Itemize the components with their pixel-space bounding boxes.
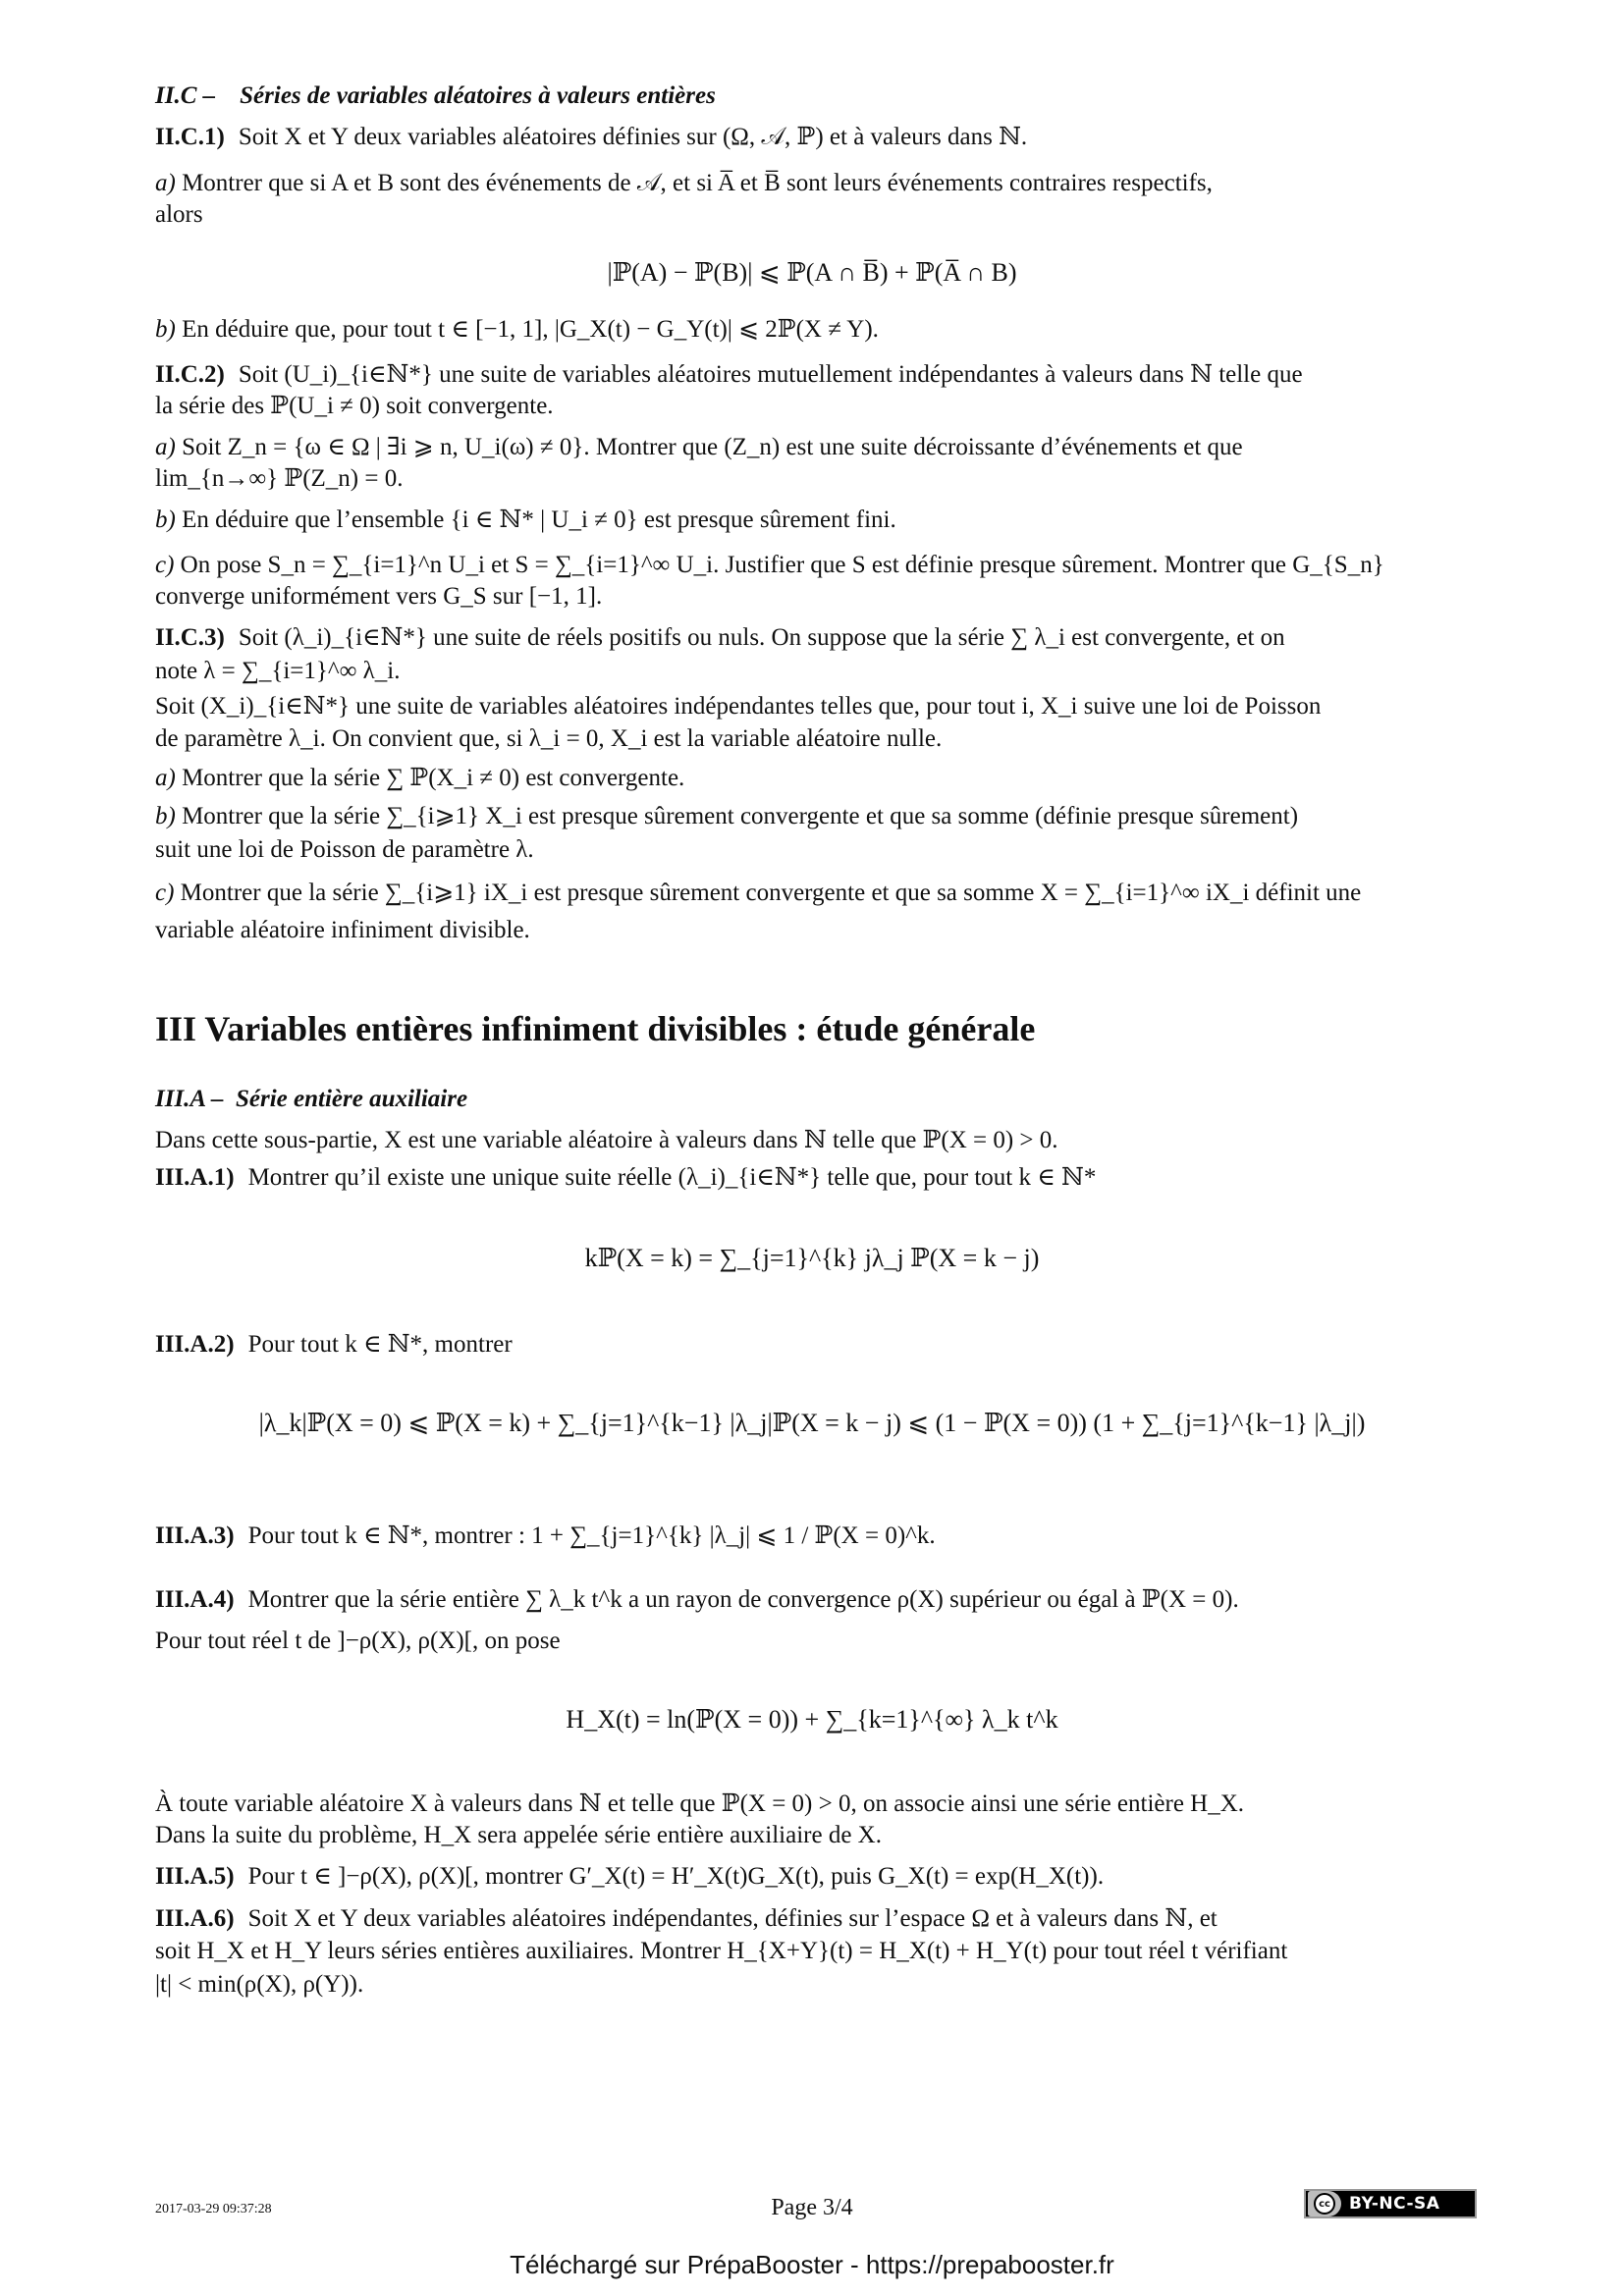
question-label: III.A.4)	[155, 1586, 235, 1613]
question-text: Montrer que la série entière ∑ λ_k t^k a un rayon de convergence ρ(X) supérieur ou égal à ℙ(X = 0).	[247, 1586, 1239, 1613]
question-label: II.C.3)	[155, 624, 225, 651]
question-label: III.A.5)	[155, 1863, 235, 1890]
paragraph: Dans la suite du problème, H_X sera appelée série entière auxiliaire de X.	[155, 1822, 882, 1848]
page-number: Page 3/4	[771, 2195, 853, 2220]
part-label: a)	[155, 765, 176, 791]
question-IIIA2	[155, 1329, 1481, 1361]
part-label: b)	[155, 507, 176, 533]
question-label: III.A.3)	[155, 1522, 235, 1549]
question-text-continued: soit H_X et H_Y leurs séries entières auxiliaires. Montrer H_{X+Y}(t) = H_X(t) + H_Y(t) pour tout réel t vérifiant	[155, 1938, 1288, 1964]
question-text: Soit (U_i)_{i∈ℕ*} une suite de variables aléatoires mutuellement indépendantes à valeurs dans ℕ telle que	[238, 361, 1303, 388]
subsection-heading-IIC	[155, 80, 716, 112]
paragraph: À toute variable aléatoire X à valeurs dans ℕ et telle que ℙ(X = 0) > 0, on associe ainsi une série entière H_X.	[155, 1790, 1245, 1817]
display-formula: H_X(t) = ln(ℙ(X = 0)) + ∑_{k=1}^{∞} λ_k t^k	[566, 1705, 1058, 1734]
question-text-continued: de paramètre λ_i. On convient que, si λ_i = 0, X_i est la variable aléatoire nulle.	[155, 725, 943, 752]
part-c	[155, 550, 1481, 581]
part-text-continued: converge uniformément vers G_S sur [−1, 1].	[155, 583, 603, 610]
question-text-continued: Pour tout réel t de ]−ρ(X), ρ(X)[, on pose	[155, 1628, 561, 1654]
part-label: c)	[155, 552, 175, 578]
part-b	[155, 505, 1481, 536]
question-IIIA4	[155, 1584, 1481, 1616]
question-IIC1	[155, 122, 1481, 153]
question-label: II.C.1)	[155, 124, 225, 150]
cc-icon-wrapper	[1308, 2191, 1341, 2216]
part-b	[155, 314, 1481, 346]
question-text-continued: |t| < min(ρ(X), ρ(Y)).	[155, 1971, 364, 1998]
question-IIIA1	[155, 1162, 1481, 1194]
question-text-continued: Soit (X_i)_{i∈ℕ*} une suite de variables aléatoires indépendantes telles que, pour tout i, X_i suive une loi de Poisson	[155, 693, 1322, 720]
part-label: b)	[155, 316, 176, 343]
download-notice[interactable]: Téléchargé sur PrépaBooster - https://prepabooster.fr	[510, 2250, 1114, 2279]
part-text: En déduire que l’ensemble {i ∈ ℕ* | U_i ≠ 0} est presque sûrement fini.	[182, 507, 896, 533]
question-IIIA3	[155, 1521, 1481, 1552]
question-IIC2	[155, 359, 1481, 391]
question-IIIA5	[155, 1861, 1481, 1893]
part-text: Montrer que la série ∑ ℙ(X_i ≠ 0) est convergente.	[182, 765, 685, 791]
part-label: a)	[155, 434, 176, 460]
question-text: Soit (λ_i)_{i∈ℕ*} une suite de réels positifs ou nuls. On suppose que la série ∑ λ_i est convergente, et on	[238, 624, 1285, 651]
question-text: Soit X et Y deux variables aléatoires définies sur (Ω, 𝒜, ℙ) et à valeurs dans ℕ.	[238, 124, 1028, 150]
question-label: II.C.2)	[155, 361, 225, 388]
part-a	[155, 168, 1481, 199]
question-IIC3	[155, 622, 1481, 654]
subsection-title: Séries de variables aléatoires à valeurs entières	[240, 82, 716, 109]
question-label: III.A.6)	[155, 1905, 235, 1932]
part-text-continued: suit une loi de Poisson de paramètre λ.	[155, 836, 534, 863]
part-text: Soit Z_n = {ω ∈ Ω | ∃i ⩾ n, U_i(ω) ≠ 0}. Montrer que (Z_n) est une suite décroissante d’événements et que	[182, 434, 1243, 460]
question-label: III.A.1)	[155, 1164, 235, 1191]
part-text: Montrer que la série ∑_{i⩾1} iX_i est presque sûrement convergente et que sa somme X = ∑_{i=1}^∞ iX_i définit une	[180, 880, 1362, 906]
cc-icon: cc	[1314, 2193, 1335, 2215]
part-label: b)	[155, 803, 176, 829]
question-text-continued: note λ = ∑_{i=1}^∞ λ_i.	[155, 658, 401, 684]
question-text: Montrer qu’il existe une unique suite réelle (λ_i)_{i∈ℕ*} telle que, pour tout k ∈ ℕ*	[247, 1164, 1097, 1191]
license-badge[interactable]	[1304, 2189, 1477, 2218]
display-formula: |ℙ(A) − ℙ(B)| ⩽ ℙ(A ∩ B̅) + ℙ(A̅ ∩ B)	[607, 258, 1017, 287]
part-text: Montrer que la série ∑_{i⩾1} X_i est presque sûrement convergente et que sa somme (définie presque sûrement)	[182, 803, 1299, 829]
license-text: BY-NC-SA	[1349, 2194, 1440, 2214]
subsection-heading-IIIA	[155, 1084, 467, 1115]
question-text: Pour tout k ∈ ℕ*, montrer	[247, 1331, 513, 1358]
subsection-intro: Dans cette sous-partie, X est une variable aléatoire à valeurs dans ℕ telle que ℙ(X = 0) > 0.	[155, 1127, 1058, 1153]
part-a	[155, 432, 1481, 463]
question-text-continued: la série des ℙ(U_i ≠ 0) soit convergente.	[155, 393, 554, 419]
part-label: a)	[155, 170, 176, 196]
question-text: Soit X et Y deux variables aléatoires indépendantes, définies sur l’espace Ω et à valeurs dans ℕ, et	[247, 1905, 1218, 1932]
part-text: En déduire que, pour tout t ∈ [−1, 1], |G_X(t) − G_Y(t)| ⩽ 2ℙ(X ≠ Y).	[182, 316, 879, 343]
question-IIIA6	[155, 1903, 1481, 1935]
part-text: On pose S_n = ∑_{i=1}^n U_i et S = ∑_{i=1}^∞ U_i. Justifier que S est définie presque sûrement. Montrer que G_{S_n}	[180, 552, 1384, 578]
display-formula: |λ_k|ℙ(X = 0) ⩽ ℙ(X = k) + ∑_{j=1}^{k−1} |λ_j|ℙ(X = k − j) ⩽ (1 − ℙ(X = 0)) (1 + ∑_{j=1}^{k−1} |λ_j|)	[258, 1409, 1366, 1437]
part-c	[155, 878, 1481, 909]
display-formula: kℙ(X = k) = ∑_{j=1}^{k} jλ_j ℙ(X = k − j)	[584, 1244, 1040, 1272]
question-text: Pour tout k ∈ ℕ*, montrer : 1 + ∑_{j=1}^{k} |λ_j| ⩽ 1 / ℙ(X = 0)^k.	[247, 1522, 936, 1549]
section-heading-III: III Variables entières infiniment divisibles : étude générale	[155, 1009, 1036, 1048]
part-label: c)	[155, 880, 175, 906]
question-label: III.A.2)	[155, 1331, 235, 1358]
question-text: Pour t ∈ ]−ρ(X), ρ(X)[, montrer G′_X(t) = H′_X(t)G_X(t), puis G_X(t) = exp(H_X(t)).	[247, 1863, 1105, 1890]
part-text: Montrer que si A et B sont des événements de 𝒜, et si A̅ et B̅ sont leurs événements contraires respectifs,	[182, 170, 1213, 196]
subsection-label: III.A –	[155, 1086, 224, 1112]
subsection-label: II.C –	[155, 82, 216, 109]
footer-timestamp: 2017-03-29 09:37:28	[155, 2202, 272, 2216]
part-text-continued: variable aléatoire infiniment divisible.	[155, 917, 530, 943]
part-a	[155, 763, 1481, 794]
part-text-continued: alors	[155, 201, 203, 228]
part-b	[155, 801, 1481, 832]
part-text-continued: lim_{n→∞} ℙ(Z_n) = 0.	[155, 465, 404, 492]
subsection-title: Série entière auxiliaire	[235, 1086, 468, 1112]
